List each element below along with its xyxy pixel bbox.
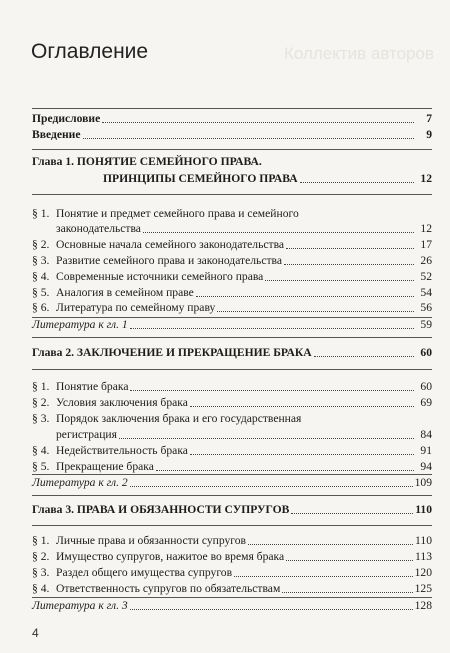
literature-entry: Литература к гл. 2 109 [32,476,432,489]
toc-entry: § 3. Раздел общего имущества супругов 120 [32,566,432,579]
toc-entry: § 2. Основные начала семейного законодательства 17 [32,238,432,251]
toc-entry: § 2. Условия заключения брака 69 [32,396,432,409]
toc-entry: § 1. Понятие и предмет семейного права и семейного [32,207,299,220]
divider [32,149,432,150]
divider [32,337,432,338]
chapter-2-heading: Глава 2. ЗАКЛЮЧЕНИЕ И ПРЕКРАЩЕНИЕ БРАКА 60 [32,346,432,359]
divider [32,525,432,526]
toc-entry: § 6. Литература по семейному праву 56 [32,301,432,314]
chapter-1-heading: Глава 1. ПОНЯТИЕ СЕМЕЙНОГО ПРАВА. [32,155,262,168]
bleed-through-text: Коллектив авторов [283,44,434,63]
page-number: 4 [32,626,39,640]
divider [32,369,432,370]
toc-entry: § 5. Прекращение брака 94 [32,460,432,473]
toc-entry-introduction: Введение 9 [32,128,432,141]
chapter-3-heading: Глава 3. ПРАВА И ОБЯЗАННОСТИ СУПРУГОВ 110 [32,503,432,516]
toc-entry: законодательства 12 [56,222,432,235]
toc-entry: § 4. Недействительность брака 91 [32,444,432,457]
toc-entry: § 1. Личные права и обязанности супругов 110 [32,534,432,547]
divider [32,108,432,109]
toc-entry: § 3. Порядок заключения брака и его государственная [32,412,302,425]
toc-entry: § 1. Понятие брака 60 [32,380,432,393]
toc-entry: § 2. Имущество супругов, нажитое во время брака 113 [32,550,432,563]
divider [32,474,432,475]
divider [32,597,432,598]
toc-entry-preface: Предисловие 7 [32,112,432,125]
toc-entry: регистрация 84 [56,428,432,441]
page-title: Оглавление [31,40,149,63]
divider [32,495,432,496]
literature-entry: Литература к гл. 1 59 [32,318,432,331]
divider [32,194,432,195]
toc-entry: § 3. Развитие семейного права и законодательства 26 [32,254,432,267]
toc-entry: § 4. Современные источники семейного права 52 [32,270,432,283]
chapter-1-heading-line2: ПРИНЦИПЫ СЕМЕЙНОГО ПРАВА 12 [103,172,432,185]
literature-entry: Литература к гл. 3 128 [32,599,432,612]
toc-entry: § 5. Аналогия в семейном праве 54 [32,286,432,299]
toc-entry: § 4. Ответственность супругов по обязательствам 125 [32,582,432,595]
